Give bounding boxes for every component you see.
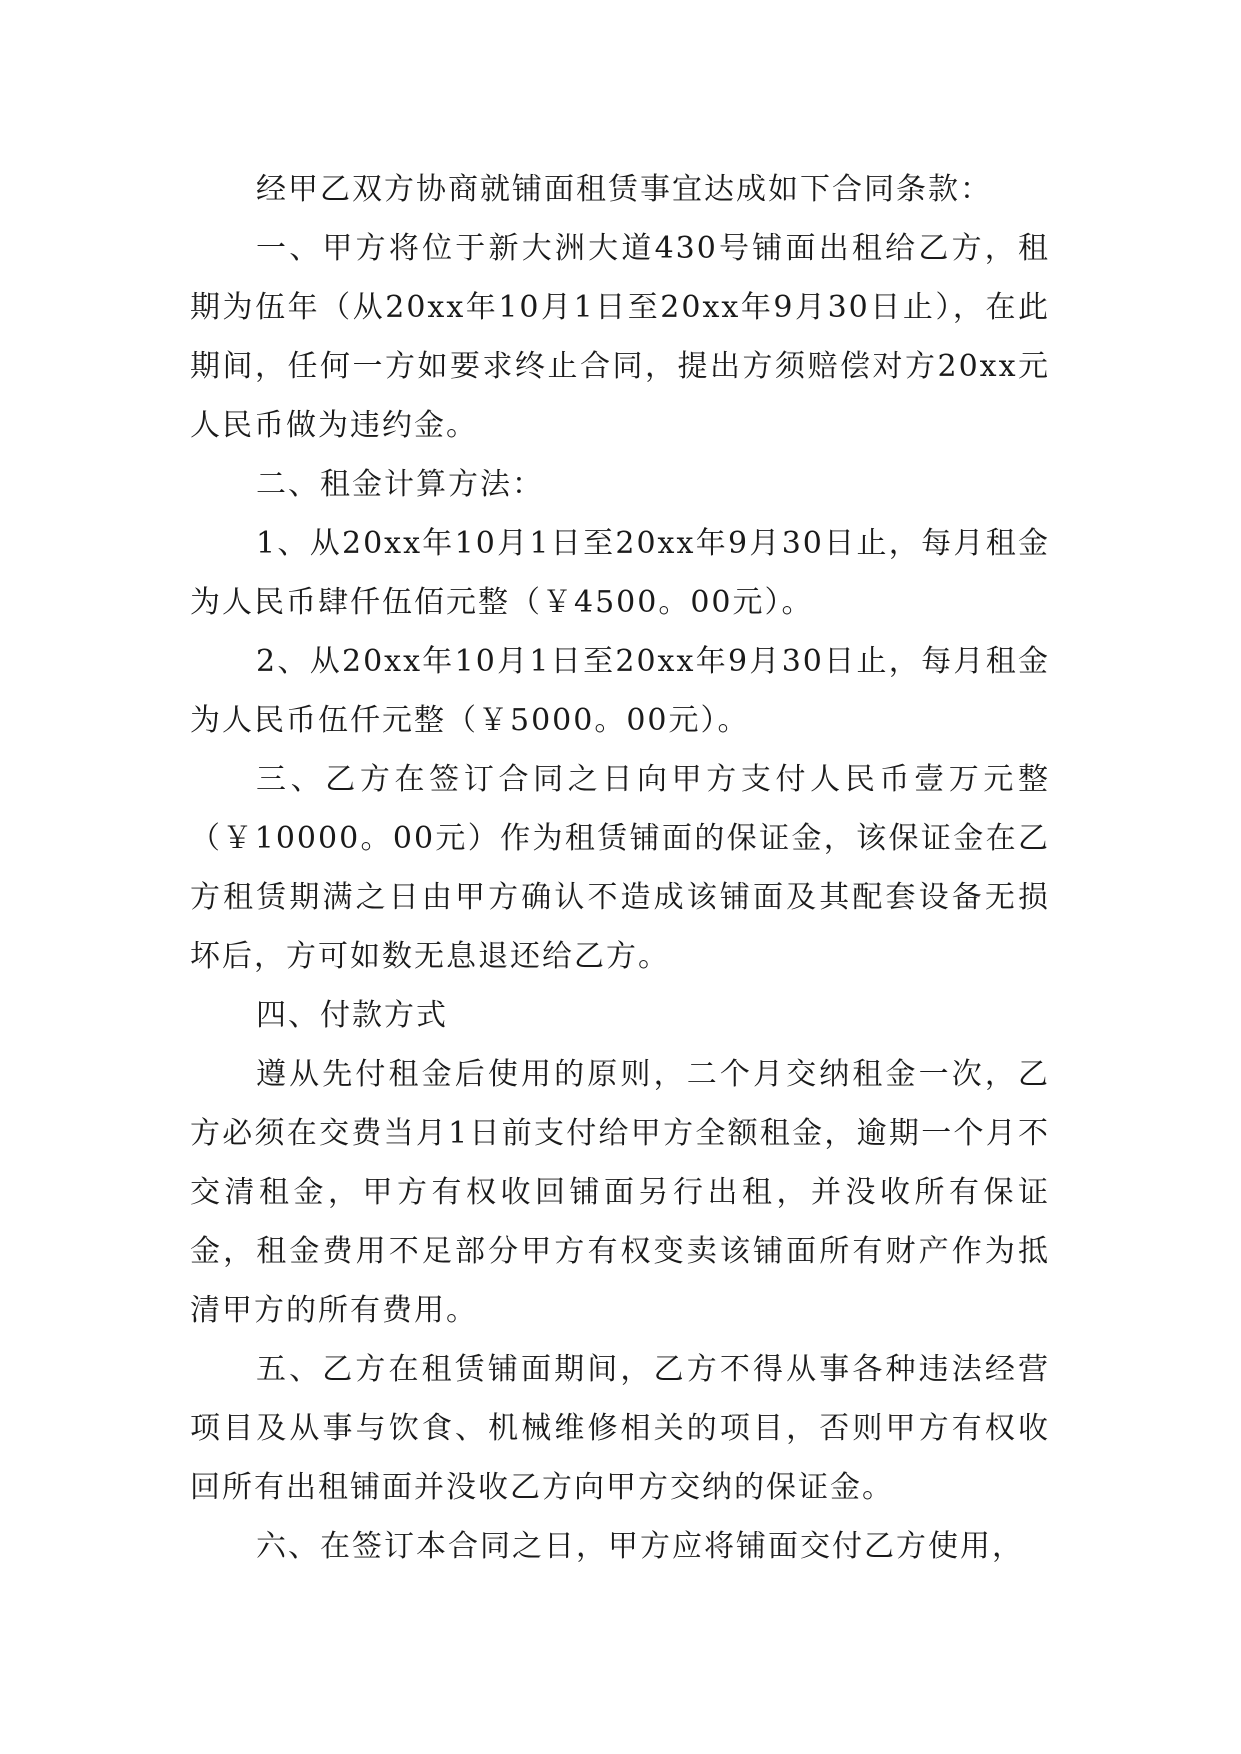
paragraph-clause-2-heading: 二、租金计算方法： (256, 467, 544, 502)
paragraph-intro: 经甲乙双方协商就铺面租赁事宜达成如下合同条款： (256, 172, 992, 207)
paragraph-clause-1: 一、甲方将位于新大洲大道430号铺面出租给乙方，租期为伍年（从20xx年10月1日至20xx年9月30日止），在此期间，任何一方如要求终止合同，提出方须赔偿对方20xx元人民币做为违约金。 (190, 231, 1050, 443)
paragraph-clause-6: 六、在签订本合同之日，甲方应将铺面交付乙方使用， (256, 1529, 1024, 1564)
document-body (190, 160, 1050, 1576)
paragraph-clause-4-body: 遵从先付租金后使用的原则，二个月交纳租金一次，乙方必须在交费当月1日前支付给甲方全额租金，逾期一个月不交清租金，甲方有权收回铺面另行出租，并没收所有保证金，租金费用不足部分甲方有权变卖该铺面所有财产作为抵清甲方的所有费用。 (190, 1057, 1050, 1328)
paragraph-clause-5: 五、乙方在租赁铺面期间，乙方不得从事各种违法经营项目及从事与饮食、机械维修相关的项目，否则甲方有权收回所有出租铺面并没收乙方向甲方交纳的保证金。 (190, 1352, 1050, 1505)
paragraph-clause-4-heading: 四、付款方式 (256, 998, 448, 1033)
paragraph-clause-3: 三、乙方在签订合同之日向甲方支付人民币壹万元整（￥10000。00元）作为租赁铺面的保证金，该保证金在乙方租赁期满之日由甲方确认不造成该铺面及其配套设备无损坏后，方可如数无息退还给乙方。 (190, 762, 1050, 974)
paragraph-clause-2-item-1: 1、从20xx年10月1日至20xx年9月30日止，每月租金为人民币肆仟伍佰元整（￥4500。00元）。 (190, 526, 1050, 620)
paragraph-clause-2-item-2: 2、从20xx年10月1日至20xx年9月30日止，每月租金为人民币伍仟元整（￥5000。00元）。 (190, 644, 1050, 738)
